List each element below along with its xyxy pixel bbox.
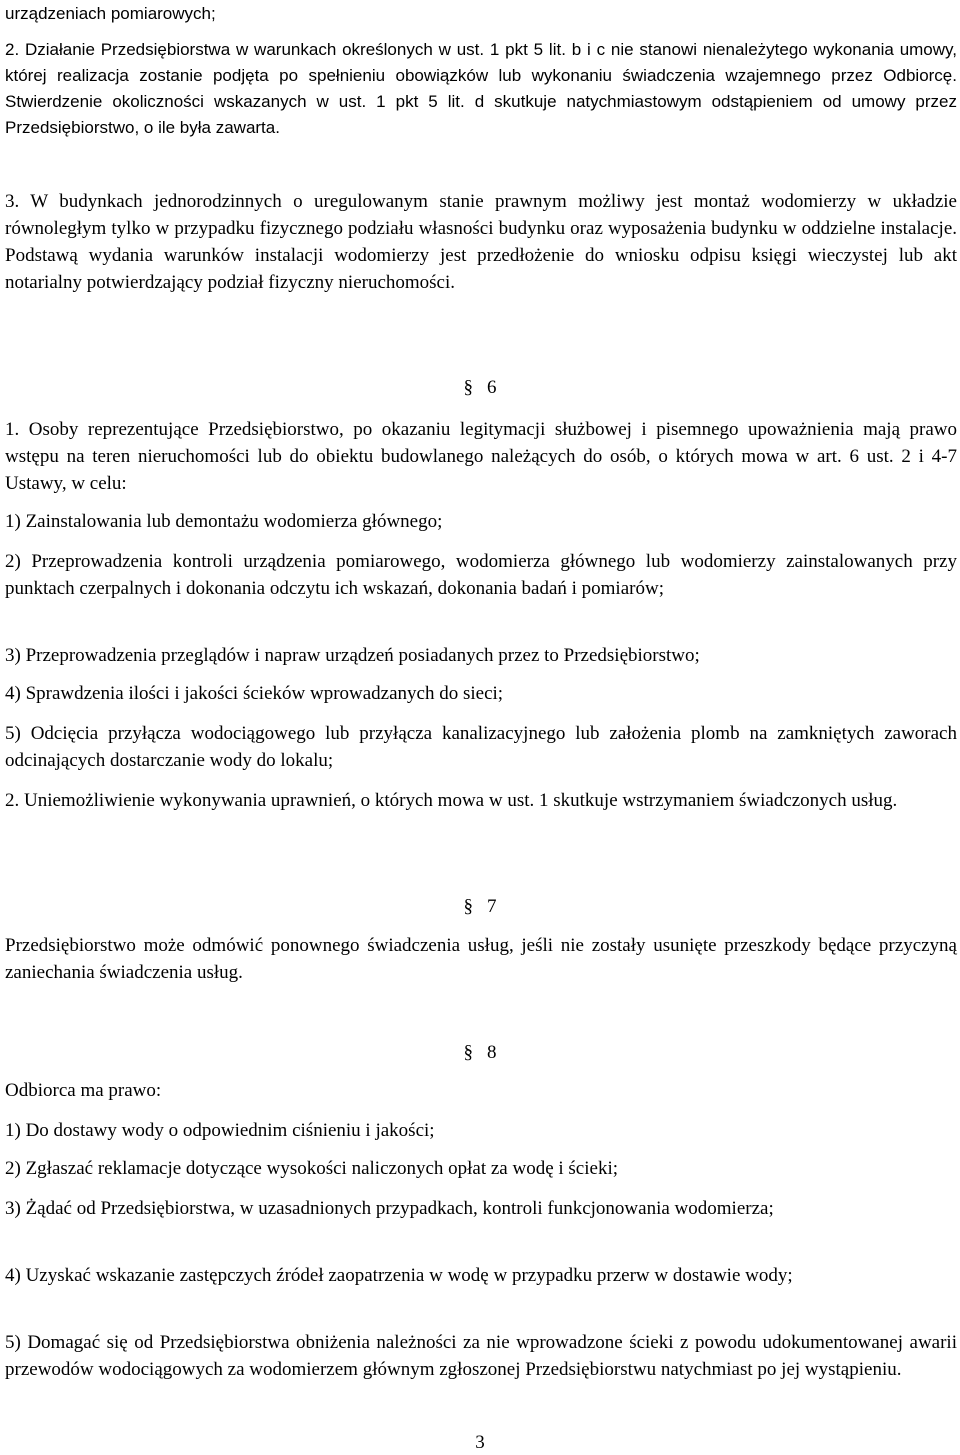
page-number: 3: [475, 1432, 485, 1453]
section-6-paragraph-2: 2. Uniemożliwienie wykonywania uprawnień, o których mowa w ust. 1 skutkuje wstrzymaniem świadczonych usług.: [5, 790, 898, 811]
section-8-item-1: 1) Do dostawy wody o odpowiednim ciśnieniu i jakości;: [5, 1120, 435, 1141]
section-6-heading: [0, 374, 960, 401]
section-6-item-5: 5) Odcięcia przyłącza wodociągowego lub przyłącza kanalizacyjnego lub założenia plomb na zamkniętych zaworach odcinających dostarczanie wody do lokalu;: [5, 723, 957, 771]
section-8-lead: Odbiorca ma prawo:: [5, 1080, 162, 1101]
paragraph-2: 2. Działanie Przedsiębiorstwa w warunkach określonych w ust. 1 pkt 5 lit. b i c nie stanowi nienależytego wykonania umowy, której realizacja zostanie podjęta po spełnieniu obowiązków lub wykonaniu świadczenia wzajemnego przez Odbiorcę. Stwierdzenie okoliczności wskazanych w ust. 1 pkt 5 lit. d skutkuje natychmiastowym odstąpieniem od umowy przez Przedsiębiorstwo, o ile była zawarta.: [5, 40, 957, 137]
section-8-item-4: 4) Uzyskać wskazanie zastępczych źródeł zaopatrzenia w wodę w przypadku przerw w dostawie wody;: [5, 1265, 793, 1286]
section-6-paragraph-1: 1. Osoby reprezentujące Przedsiębiorstwo, po okazaniu legitymacji służbowej i pisemnego upoważnienia mają prawo wstępu na teren nieruchomości lub do obiektu budowlanego należących do osób, o których mowa w art. 6 ust. 2 i 4-7 Ustawy, w celu:: [5, 419, 957, 494]
section-8-symbol: §: [463, 1042, 473, 1063]
intro-line: urządzeniach pomiarowych;: [5, 4, 216, 23]
paragraph-3: 3. W budynkach jednorodzinnych o uregulowanym stanie prawnym możliwy jest montaż wodomierzy w układzie równoległym tylko w przypadku fizycznego podziału własności budynku oraz wyposażenia budynku w oddzielne instalacje. Podstawą wydania warunków instalacji wodomierzy jest przedłożenie do wniosku odpisu księgi wieczystej lub akt notarialny potwierdzający podział fizyczny nieruchomości.: [5, 191, 957, 293]
section-6-symbol: §: [463, 377, 473, 398]
section-6-item-3: 3) Przeprowadzenia przeglądów i napraw urządzeń posiadanych przez to Przedsiębiorstwo;: [5, 645, 700, 666]
section-8-item-5: 5) Domagać się od Przedsiębiorstwa obniżenia należności za nie wprowadzone ścieki z powodu udokumentowanej awarii przewodów wodociągowych za wodomierzem głównym zgłoszonej Przedsiębiorstwu natychmiast po jej wystąpieniu.: [5, 1332, 957, 1380]
section-7-text: Przedsiębiorstwo może odmówić ponownego świadczenia usług, jeśli nie zostały usunięte przeszkody będące przyczyną zaniechania świadczenia usług.: [5, 935, 957, 983]
section-7-symbol: §: [463, 896, 473, 917]
section-8-heading: [0, 1039, 960, 1066]
section-6-item-2: 2) Przeprowadzenia kontroli urządzenia pomiarowego, wodomierza głównego lub wodomierzy zainstalowanych przy punktach czerpalnych i dokonania odczytu ich wskazań, dokonania badań i pomiarów;: [5, 551, 957, 599]
section-8-number: 8: [487, 1042, 497, 1063]
section-6-item-4: 4) Sprawdzenia ilości i jakości ścieków wprowadzanych do sieci;: [5, 683, 504, 704]
section-6-item-1: 1) Zainstalowania lub demontażu wodomierza głównego;: [5, 511, 443, 532]
section-6-number: 6: [487, 377, 497, 398]
section-7-heading: [0, 893, 960, 920]
section-7-number: 7: [487, 896, 497, 917]
section-8-item-2: 2) Zgłaszać reklamacje dotyczące wysokości naliczonych opłat za wodę i ścieki;: [5, 1158, 619, 1179]
section-8-item-3: 3) Żądać od Przedsiębiorstwa, w uzasadnionych przypadkach, kontroli funkcjonowania wodomierza;: [5, 1198, 774, 1219]
